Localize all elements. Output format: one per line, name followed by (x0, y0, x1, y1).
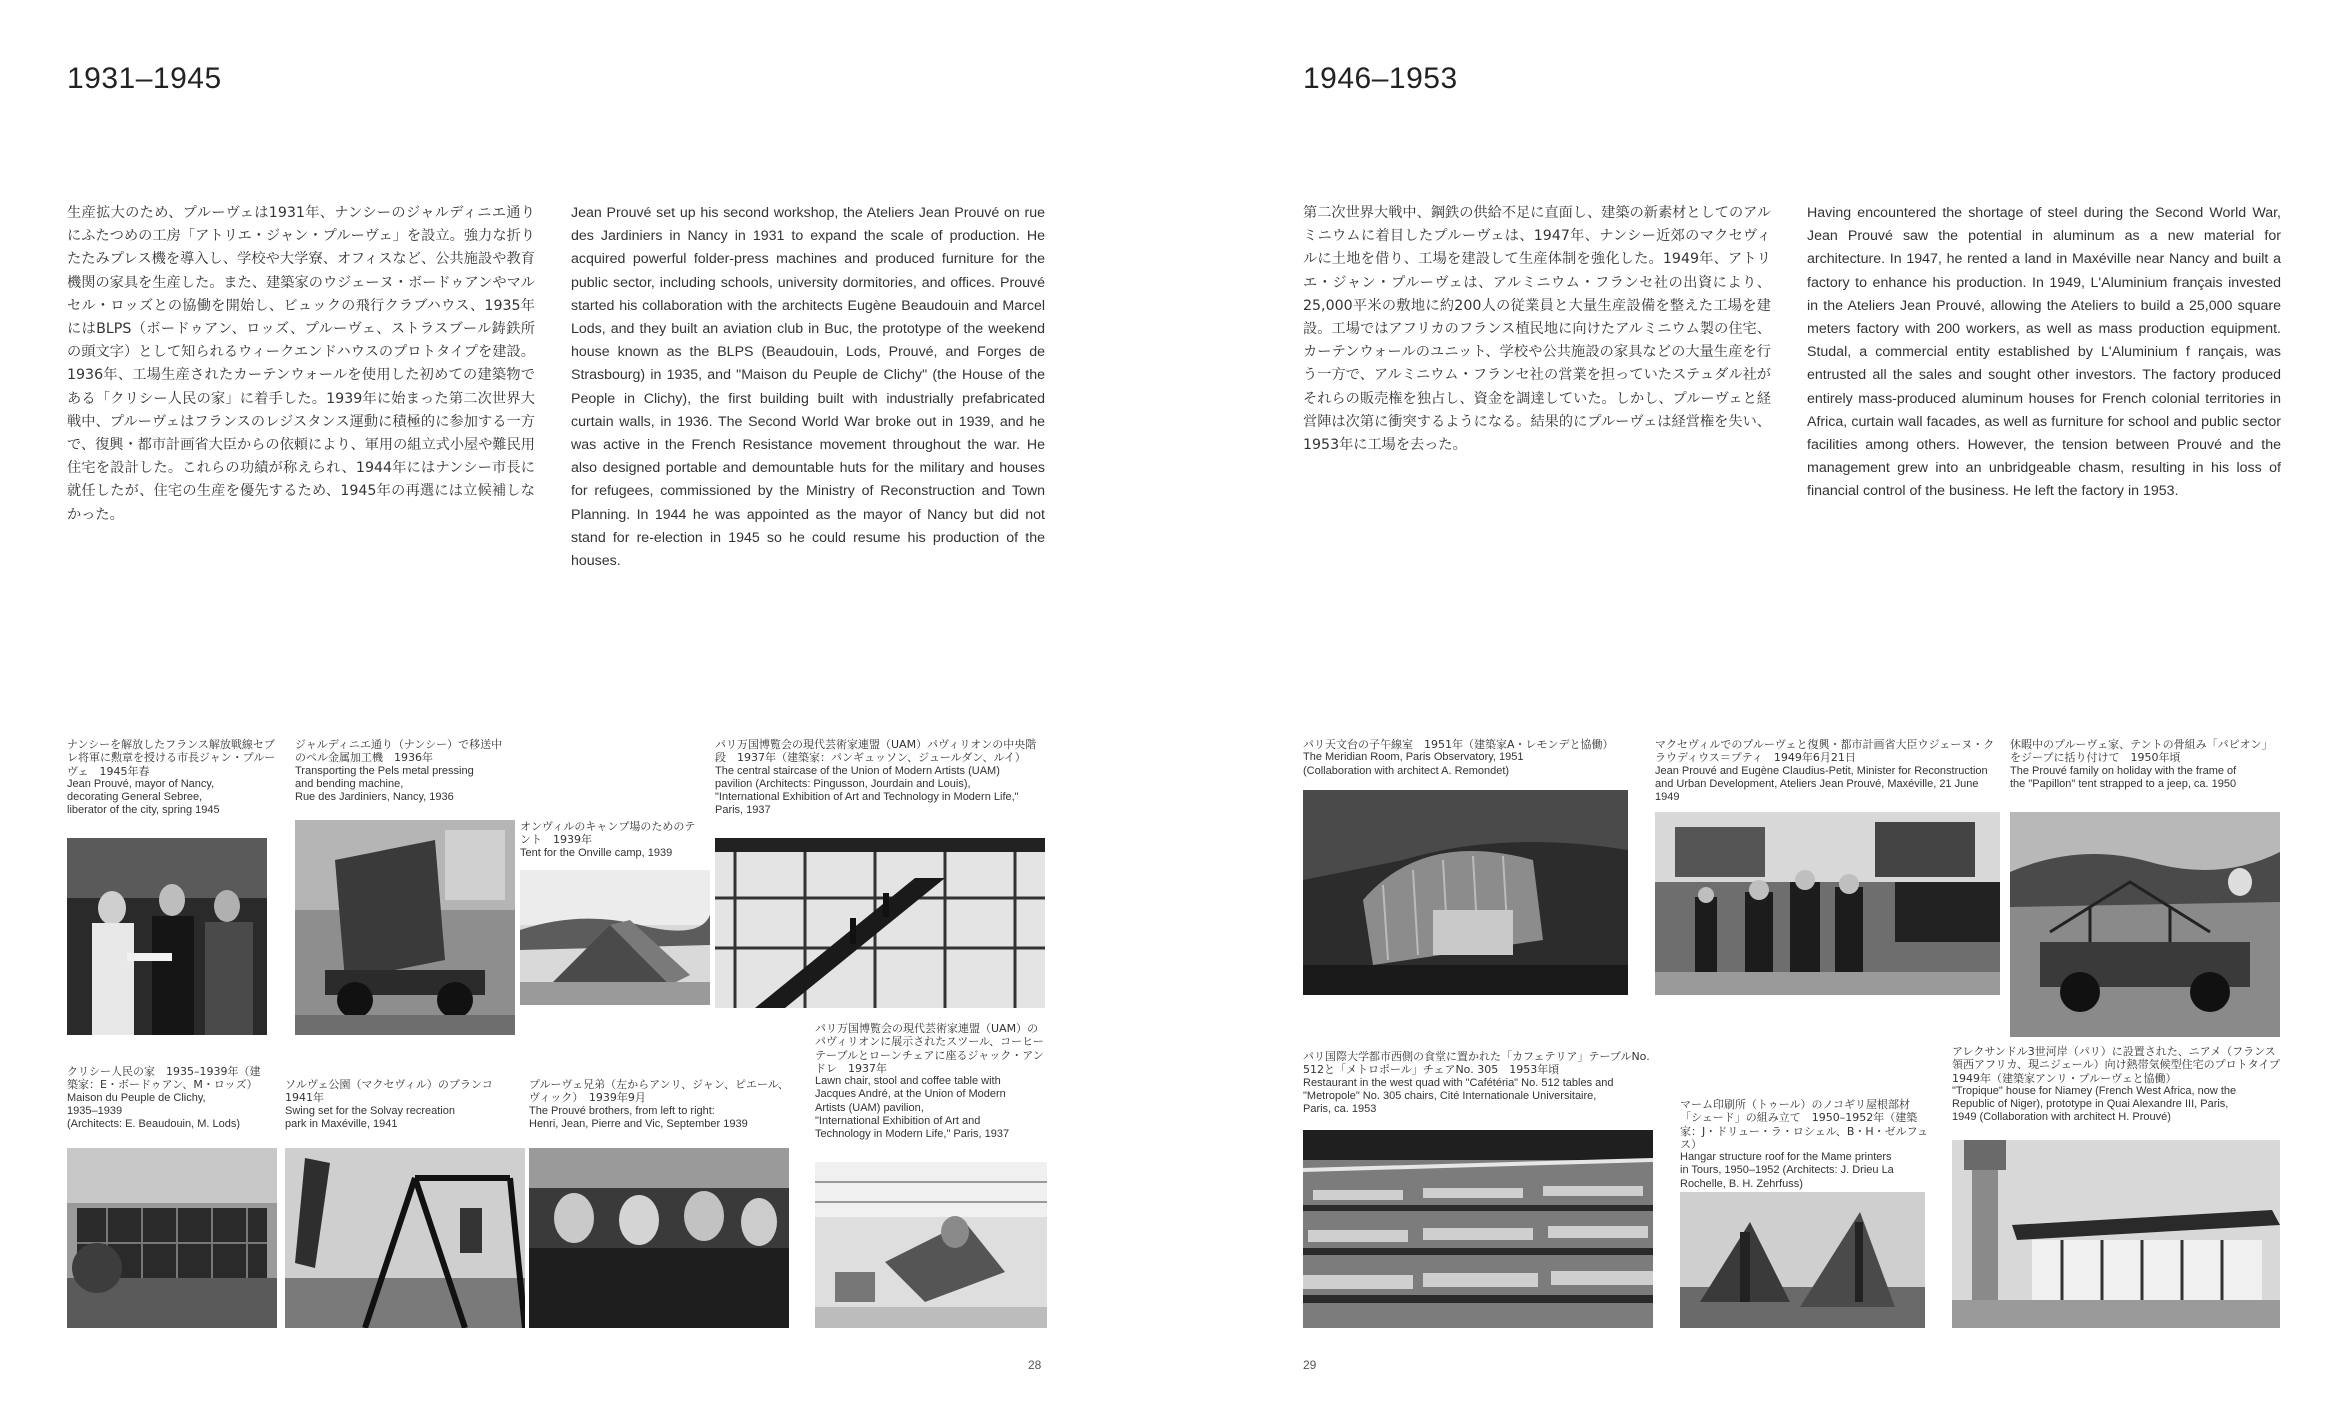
caption-jp: ソルヴェ公園（マクセヴィル）のブランコ 1941年 (285, 1078, 504, 1105)
caption-jp: オンヴィルのキャンプ場のためのテント 1939年 (520, 820, 696, 847)
caption-jp: パリ万国博覧会の現代芸術家連盟（UAM）パヴィリオンの中央階段 1937年（建築家：パンギュッソン、ジュールダン、ルイ） (715, 738, 1037, 765)
photo-onville-tent (520, 870, 710, 1005)
photo-swing-set (285, 1148, 525, 1328)
photo-claudius-petit (1655, 812, 2000, 995)
right-page-number: 29 (1303, 1358, 1317, 1372)
photo-press-machine (295, 820, 515, 1035)
caption-jp: マクセヴィルでのプルーヴェと復興・都市計画省大臣ウジェーヌ・クラウディウス＝プティ 1949年6月21日 (1655, 738, 1995, 765)
photo-prouve-brothers (529, 1148, 789, 1328)
left-page-title: 1931–1945 (67, 62, 222, 95)
caption-en: Restaurant in the west quad with "Cafétéria" No. 512 tables and "Metropole" No. 305 chairs, Cité Internationale Universitaire, Paris, ca. 1953 (1303, 1076, 1614, 1116)
caption-press-machine (295, 738, 510, 804)
caption-jp: ナンシーを解放したフランス解放戦線セブレ将軍に勲章を授ける市長ジャン・プルーヴェ 1945年春 (67, 738, 276, 778)
caption-en: The central staircase of the Union of Modern Artists (UAM) pavilion (Architects: Pingusson, Jourdain and Louis), "International Exhibition of Art and Technology in Modern Life," Paris, 1937 (715, 764, 1019, 817)
caption-jp: ジャルディニエ通り（ナンシー）で移送中のペル金属加工機 1936年 (295, 738, 503, 765)
caption-staircase (715, 738, 1045, 818)
caption-en: Jean Prouvé and Eugène Claudius-Petit, Minister for Reconstruction and Urban Development, Ateliers Jean Prouvé, Maxéville, 21 June 1949 (1655, 764, 1988, 804)
left-body-english: Jean Prouvé set up his second workshop, the Ateliers Jean Prouvé on rue des Jardiniers in Nancy in 1931 to expand the scale of production. He acquired powerful folder-press machines and produced furniture for the public sector, including schools, university dormitories, and offices. Prouvé started his collaboration with the architects Eugène Beaudouin and Marcel Lods, and they built an aviation club in Buc, the prototype of the weekend house known as the BLPS (Beaudouin, Lods, Prouvé, and Forges de Strasbourg) in 1935, and "Maison du Peuple de Clichy" (the House of the People in Clichy), the first building built with industrially prefabricated curtain walls, in 1936. The Second World War broke out in 1939, and he was active in the French Resistance movement throughout the war. He also designed portable and demountable huts for the military and houses for refugees, commissioned by the Ministry of Reconstruction and Town Planning. In 1944 he was appointed as the mayor of Nancy but did not stand for re-election in 1945 so he could resume his production of the houses. (571, 205, 1045, 570)
caption-en: Maison du Peuple de Clichy, 1935–1939 (Architects: E. Beaudouin, M. Lods) (67, 1091, 241, 1131)
caption-mame-printers (1680, 1098, 1930, 1191)
caption-tent (520, 820, 700, 860)
caption-papillon-tent (2010, 738, 2280, 791)
caption-en: Hangar structure roof for the Mame printers in Tours, 1950–1952 (Architects: J. Drieu La Rochelle, B. H. Zehrfuss) (1680, 1151, 1894, 1190)
photo-uam-staircase (715, 838, 1045, 1008)
caption-jp: アレクサンドル3世河岸（パリ）に設置された、ニアメ（フランス領西アフリカ、現ニジェール）向け熱帯気候型住宅のプロトタイプ 1949年（建築家アンリ・プルーヴェと協働） (1952, 1045, 2292, 1085)
left-page-number: 28 (1028, 1358, 1042, 1372)
right-body-japanese: 第二次世界大戦中、鋼鉄の供給不足に直面し、建築の新素材としてのアルミニウムに着目したプルーヴェは、1947年、ナンシー近郊のマクセヴィルに土地を借り、工場を建設して生産体制を強化した。1949年、アトリエ・ジャン・プルーヴェは、アルミニウム・フランセ社の出資により、25,000平米の敷地に約200人の従業員と大量生産設備を整えた工場を建設。工場ではアフリカのフランス植民地に向けたアルミニウム製の住宅、カーテンウォールのユニット、学校や公共施設の家具などの大量生産を行う一方で、アルミニウム・フランセ社の営業を担っていたステュダル社がそれらの販売権を独占し、資金を調達していた。しかし、プルーヴェと経営陣は次第に衝突するようになる。結果的にプルーヴェは経営権を失い、1953年に工場を去った。 (1303, 205, 1771, 454)
caption-en: The Prouvé brothers, from left to right: Henri, Jean, Pierre and Vic, September 1939 (529, 1104, 748, 1130)
caption-clichy (67, 1065, 267, 1131)
caption-cafeteria (1303, 1050, 1653, 1116)
caption-en: Transporting the Pels metal pressing and bending machine, Rue des Jardiniers, Nancy, 1936 (295, 764, 474, 804)
caption-claudius-petit (1655, 738, 2000, 804)
caption-swing (285, 1078, 505, 1131)
photo-cafeteria-restaurant (1303, 1130, 1653, 1328)
caption-en: Swing set for the Solvay recreation park in Maxéville, 1941 (285, 1104, 455, 1130)
left-body-japanese: 生産拡大のため、プルーヴェは1931年、ナンシーのジャルディニエ通りにふたつめの工房「アトリエ・ジャン・プルーヴェ」を設立。強力な折りたたみプレス機を導入し、学校や大学寮、オフィスなど、公共施設や教育機関の家具を生産した。また、建築家のウジェーヌ・ボードゥアンやマルセル・ロッズとの協働を開始し、ビュックの飛行クラブハウス、1935年にはBLPS（ボードゥアン、ロッズ、プルーヴェ、ストラスブール鋳鉄所の頭文字）として知られるウィークエンドハウスのプロトタイプを建設。1936年、工場生産されたカーテンウォールを使用した初めての建築物である「クリシー人民の家」に着手した。1939年に始まった第二次世界大戦中、プルーヴェはフランスのレジスタンス運動に積極的に参加する一方で、復興・都市計画省大臣からの依頼により、軍用の組立式小屋や難民用住宅を設計した。これらの功績が称えられ、1944年にはナンシー市長に就任したが、住宅の生産を優先するため、1945年の再選には立候補しなかった。 (67, 205, 535, 523)
caption-meridian-room (1303, 738, 1633, 778)
caption-jp: クリシー人民の家 1935–1939年（建築家：E・ボードゥアン、M・ロッズ） (67, 1065, 261, 1092)
photo-mayor-decorating (67, 838, 267, 1035)
caption-lawn-chair (815, 1022, 1047, 1142)
right-page-title: 1946–1953 (1303, 62, 1458, 95)
caption-jp: パリ国際大学都市西側の食堂に置かれた「カフェテリア」テーブルNo. 512と「メトロポール」チェアNo. 305 1953年頃 (1303, 1050, 1650, 1077)
caption-jp: マーム印刷所（トゥール）のノコギリ屋根部材「シェード」の組み立て 1950–1952年（建築家：J・ドリュー・ラ・ロシェル、B・H・ゼルフュス） (1680, 1098, 1929, 1151)
caption-en: The Prouvé family on holiday with the frame of the "Papillon" tent strapped to a jeep, ca. 1950 (2010, 764, 2237, 790)
photo-tropique-house (1952, 1140, 2280, 1328)
caption-brothers (529, 1078, 799, 1131)
caption-jp: プルーヴェ兄弟（左からアンリ、ジャン、ピエール、ヴィック） 1939年9月 (529, 1078, 789, 1105)
caption-jp: パリ万国博覧会の現代芸術家連盟（UAM）のパヴィリオンに展示されたスツール、コーヒーテーブルとローンチェアに座るジャック・アンドレ 1937年 (815, 1022, 1044, 1075)
caption-en: The Meridian Room, Paris Observatory, 1951 (Collaboration with architect A. Remondet) (1303, 751, 1524, 777)
caption-en: Jean Prouvé, mayor of Nancy, decorating General Sebree, liberator of the city, spring 1945 (67, 777, 220, 817)
caption-tropique-house (1952, 1045, 2292, 1125)
caption-en: Tent for the Onville camp, 1939 (520, 846, 673, 859)
photo-hangar-roof (1680, 1192, 1925, 1328)
caption-en: "Tropique" house for Niamey (French West Africa, now the Republic of Niger), prototype in Quai Alexandre III, Paris, 1949 (Collaboration with architect H. Prouvé) (1952, 1084, 2237, 1124)
caption-jp: 休暇中のプルーヴェ家、テントの骨組み「パピオン」をジープに括り付けて 1950年頃 (2010, 738, 2273, 765)
photo-maison-du-peuple (67, 1148, 277, 1328)
photo-lawn-chair (815, 1162, 1047, 1328)
right-body-english: Having encountered the shortage of steel during the Second World War, Jean Prouvé saw the potential in aluminum as a new material for architecture. In 1947, he rented a land in Maxéville near Nancy and built a factory to enhance his production. In 1949, L'Aluminium français invested in the Ateliers Jean Prouvé, allowing the Ateliers to build a 25,000 square meters factory with 200 workers, as well as mass production equipment. Studal, a commercial entity established by L'Aluminium f rançais, was entrusted all the sales and sought other investors. The factory produced entirely mass-produced aluminum houses for French colonial territories in Africa, curtain wall facades, as well as furniture for school and public sector facilities among others. However, the tension between Prouvé and the management grew into an unbridgeable chasm, resulting in his loss of financial control of the business. He left the factory in 1953. (1807, 205, 2281, 500)
photo-papillon-jeep (2010, 812, 2280, 1037)
caption-jp: パリ天文台の子午線室 1951年（建築家A・レモンデと協働） (1303, 738, 1614, 751)
photo-meridian-room (1303, 790, 1628, 995)
caption-en: Lawn chair, stool and coffee table with Jacques André, at the Union of Modern Artists (UAM) pavilion, "International Exhibition of Art and Technology in Modern Life," Paris, 1937 (815, 1075, 1010, 1141)
caption-mayor (67, 738, 277, 818)
